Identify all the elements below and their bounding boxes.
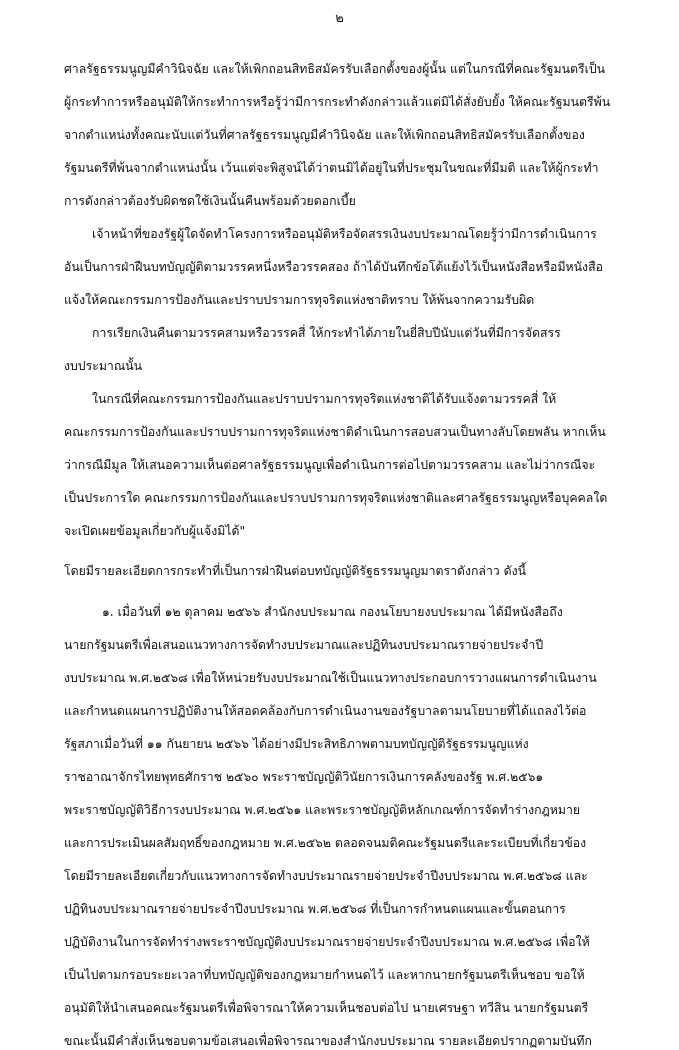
paragraph-line: จะเปิดเผยข้อมูลเกี่ยวกับผู้แจ้งมิได้" xyxy=(64,524,246,538)
paragraph-line: โดยมีรายละเอียดเกี่ยวกับแนวทางการจัดทำงบประมาณรายจ่ายประจำปีงบประมาณ พ.ศ.๒๕๖๘ และ xyxy=(64,869,588,883)
paragraph-line: รัฐสภาเมื่อวันที่ ๑๑ กันยายน ๒๕๖๖ ได้อย่างมีประสิทธิภาพตามบทบัญญัติรัฐธรรมนูญแห่ง xyxy=(64,737,529,751)
paragraph-line: การดังกล่าวต้องรับผิดชดใช้เงินนั้นคืนพร้อมด้วยดอกเบี้ย xyxy=(64,194,356,208)
paragraph-line: จากตำแหน่งทั้งคณะนับแต่วันที่ศาลรัฐธรรมนูญมีคำวินิจฉัย และให้เพิกถอนสิทธิสมัครรับเลือกตั้งของ xyxy=(64,128,585,142)
paragraph-line: ว่ากรณีมีมูล ให้เสนอความเห็นต่อศาลรัฐธรรมนูญเพื่อดำเนินการต่อไปตามวรรคสาม และไม่ว่ากรณีจะ xyxy=(64,458,596,472)
paragraph-line: งบประมาณ พ.ศ.๒๕๖๘ เพื่อให้หน่วยรับงบประมาณใช้เป็นแนวทางประกอบการวางแผนการดำเนินงาน xyxy=(64,671,597,685)
paragraph-line: ผู้กระทำการหรืออนุมัติให้กระทำการหรือรู้ว่ามีการกระทำดังกล่าวแล้วแต่มิได้สั่งยับยั้ง ให้คณะรัฐมนตรีพ้น xyxy=(64,95,611,109)
paragraph-line: อนุมัติให้นำเสนอคณะรัฐมนตรีเพื่อพิจารณาให้ความเห็นชอบต่อไป นายเศรษฐา ทวีสิน นายกรัฐมนตรี xyxy=(64,1001,589,1015)
paragraph-line: การเรียกเงินคืนตามวรรคสามหรือวรรคสี่ ให้กระทำได้ภายในยี่สิบปีนับแต่วันที่มีการจัดสรร xyxy=(92,326,561,340)
paragraph-line: ในกรณีที่คณะกรรมการป้องกันและปราบปรามการทุจริตแห่งชาติได้รับแจ้งตามวรรคสี่ ให้ xyxy=(92,392,557,406)
paragraph-line: และกำหนดแผนการปฏิบัติงานให้สอดคล้องกับการดำเนินงานของรัฐบาลตามนโยบายที่ได้แถลงไว้ต่อ xyxy=(64,704,587,718)
paragraph-line: ราชอาณาจักรไทยพุทธศักราช ๒๕๖๐ พระราชบัญญัติวินัยการเงินการคลังของรัฐ พ.ศ.๒๕๖๑ xyxy=(64,770,544,784)
paragraph-line: อันเป็นการฝ่าฝืนบทบัญญัติตามวรรคหนึ่งหรือวรรคสอง ถ้าได้บันทึกข้อโต้แย้งไว้เป็นหนังสือหรือมีหนังสือ xyxy=(64,260,603,274)
paragraph-line: งบประมาณนั้น xyxy=(64,359,143,373)
paragraph-line: และการประเมินผลสัมฤทธิ์ของกฎหมาย พ.ศ.๒๕๖๒ ตลอดจนมติคณะรัฐมนตรีและระเบียบที่เกี่ยวข้อง xyxy=(64,836,587,850)
paragraph-line: ขณะนั้นมีคำสั่งเห็นชอบตามข้อเสนอเพื่อพิจารณาของสำนักงบประมาณ รายละเอียดปรากฏตามบันทึก xyxy=(64,1034,592,1048)
paragraph-line: เป็นไปตามกรอบระยะเวลาที่บทบัญญัติของกฎหมายกำหนดไว้ และหากนายกรัฐมนตรีเห็นชอบ ขอให้ xyxy=(64,968,585,982)
paragraph-line: นายกรัฐมนตรีเพื่อเสนอแนวทางการจัดทำงบประมาณและปฏิทินงบประมาณรายจ่ายประจำปี xyxy=(64,638,544,652)
paragraph-line: ๑. เมื่อวันที่ ๑๒ ตุลาคม ๒๕๖๖ สำนักงบประมาณ กองนโยบายงบประมาณ ได้มีหนังสือถึง xyxy=(102,605,563,619)
paragraph-line: เป็นประการใด คณะกรรมการป้องกันและปราบปรามการทุจริตแห่งชาติและศาลรัฐธรรมนูญหรือบุคคลใด xyxy=(64,491,608,505)
paragraph-line: เจ้าหน้าที่ของรัฐผู้ใดจัดทำโครงการหรืออนุมัติหรือจัดสรรเงินงบประมาณโดยรู้ว่ามีการดำเนินการ xyxy=(92,227,597,241)
paragraph-line: คณะกรรมการป้องกันและปราบปรามการทุจริตแห่งชาติดำเนินการสอบสวนเป็นทางลับโดยพลัน หากเห็น xyxy=(64,425,606,439)
paragraph-line: ปฏิทินงบประมาณรายจ่ายประจำปีงบประมาณ พ.ศ.๒๕๖๘ ที่เป็นการกำหนดแผนและขั้นตอนการ xyxy=(64,902,566,916)
paragraph-line: แจ้งให้คณะกรรมการป้องกันและปราบปรามการทุจริตแห่งชาติทราบ ให้พ้นจากความรับผิด xyxy=(64,293,535,307)
page-number: ๒ xyxy=(335,11,344,26)
paragraph-line: พระราชบัญญัติวิธีการงบประมาณ พ.ศ.๒๕๖๑ และพระราชบัญญัติหลักเกณฑ์การจัดทำร่างกฎหมาย xyxy=(64,803,581,817)
paragraph-line: ปฏิบัติงานในการจัดทำร่างพระราชบัญญัติงบประมาณรายจ่ายประจำปีงบประมาณ พ.ศ.๒๕๖๘ เพื่อให้ xyxy=(64,935,590,949)
paragraph-line: ศาลรัฐธรรมนูญมีคำวินิจฉัย และให้เพิกถอนสิทธิสมัครรับเลือกตั้งของผู้นั้น แต่ในกรณีที่คณะรัฐมนตรีเป็น xyxy=(64,62,606,76)
paragraph-line: รัฐมนตรีที่พ้นจากตำแหน่งนั้น เว้นแต่จะพิสูจน์ได้ว่าตนมิได้อยู่ในที่ประชุมในขณะที่มีมติ และให้ผู้กระทำ xyxy=(64,161,599,175)
paragraph-line: โดยมีรายละเอียดการกระทำที่เป็นการฝ่าฝืนต่อบทบัญญัติรัฐธรรมนูญมาตราดังกล่าว ดังนี้ xyxy=(64,564,527,578)
